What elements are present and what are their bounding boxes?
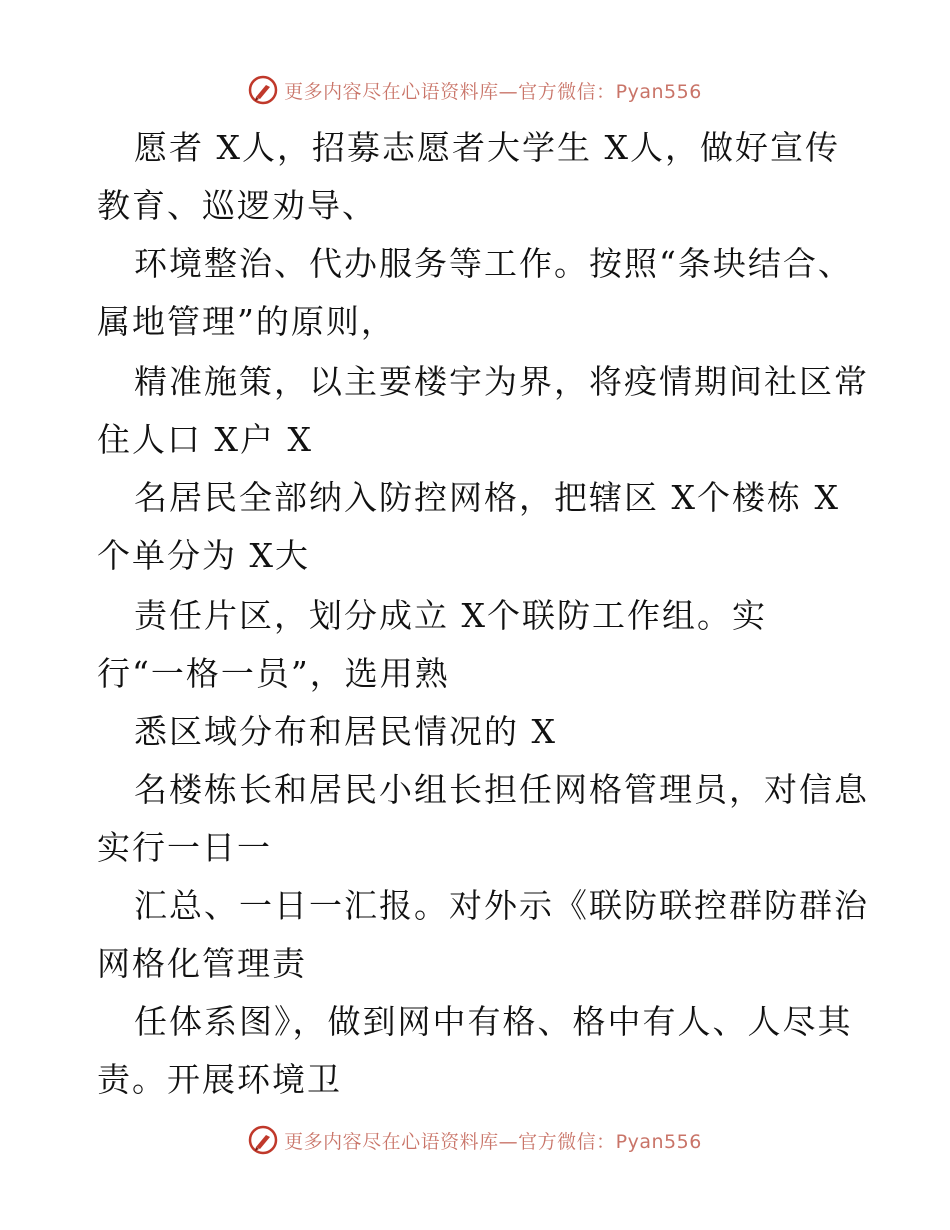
text-line: 悉区域分布和居民情况的 X bbox=[134, 712, 557, 751]
text-line: 教育、巡逻劝导、 bbox=[97, 186, 377, 225]
text-line: 实行一日一 bbox=[97, 828, 272, 867]
pen-logo-icon bbox=[248, 1125, 278, 1155]
header-watermark-text: 更多内容尽在心语资料库—官方微信：Pyan556 bbox=[284, 80, 702, 103]
text-line: 个单分为 X大 bbox=[97, 536, 310, 575]
text-line: 名居民全部纳入防控网格，把辖区 X个楼栋 X bbox=[134, 478, 840, 517]
text-line: 行“一格一员”，选用熟 bbox=[97, 654, 450, 693]
footer-watermark-text: 更多内容尽在心语资料库—官方微信：Pyan556 bbox=[284, 1130, 702, 1153]
text-line: 汇总、一日一汇报。对外示《联防联控群防群治 bbox=[134, 886, 869, 925]
text-line: 精准施策，以主要楼宇为界，将疫情期间社区常 bbox=[134, 362, 869, 401]
text-line: 属地管理”的原则， bbox=[97, 302, 396, 341]
text-line: 责。开展环境卫 bbox=[97, 1060, 342, 1099]
text-line: 网格化管理责 bbox=[97, 944, 307, 983]
text-line: 名楼栋长和居民小组长担任网格管理员，对信息 bbox=[134, 770, 869, 809]
text-line: 任体系图》，做到网中有格、格中有人、人尽其 bbox=[134, 1002, 853, 1041]
text-line: 愿者 X人，招募志愿者大学生 X人，做好宣传 bbox=[134, 128, 840, 167]
footer-watermark-banner bbox=[0, 1122, 950, 1158]
text-line: 环境整治、代办服务等工作。按照“条块结合、 bbox=[134, 244, 853, 283]
text-line: 住人口 X户 X bbox=[97, 420, 313, 459]
text-line: 责任片区，划分成立 X个联防工作组。实 bbox=[134, 596, 767, 635]
